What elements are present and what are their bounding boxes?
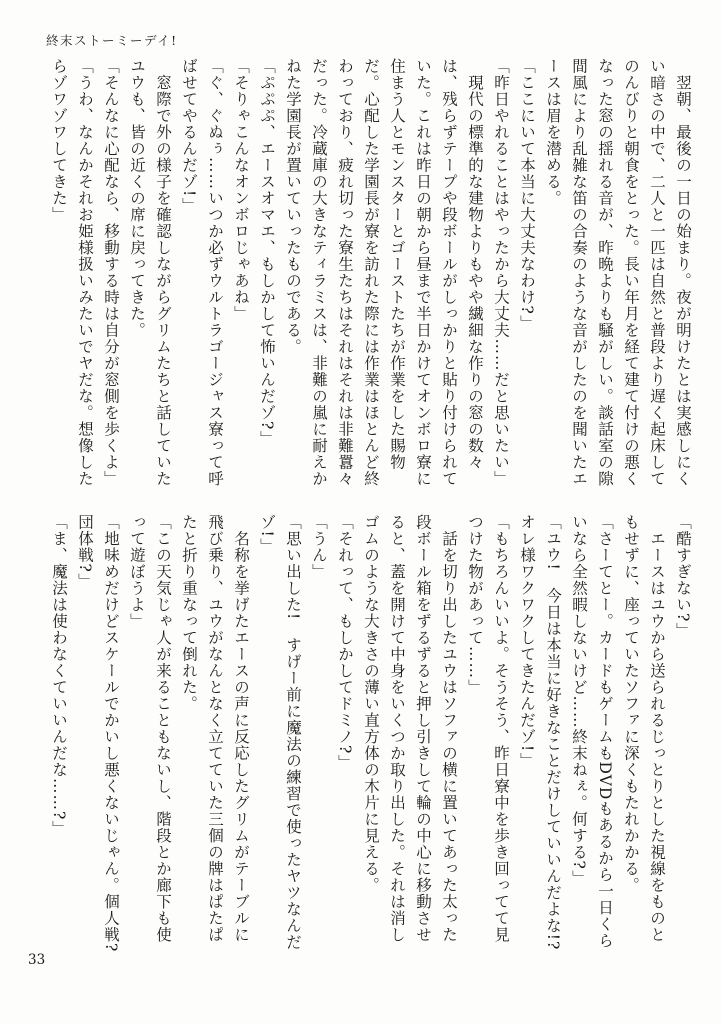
paragraph: 「ま、魔法は使わなくていいんだな……?」	[50, 514, 68, 837]
paragraph: 「ユウ! 今日は本当に好きなことだけしていいんだよな!? オレ様ワクワクしてきたんだゾ!」	[518, 514, 562, 967]
paragraph: 「さーてとー。カードもゲームもDVDもあるから一日くらいなら全然暇しないけど……終末ねぇ。何する?」	[570, 514, 614, 949]
paragraph: 「うん」	[310, 514, 328, 580]
paragraph: 「酷すぎない?」	[674, 514, 692, 639]
paragraph: 「もちろんいいよ。そうそう、昨日寮中を歩き回ってて見つけた物があって……」	[466, 514, 510, 943]
paragraph: 窓際で外の様子を確認しながらグリムたちと話していたユウも、皆の近くの席に戻ってきた。	[128, 58, 172, 487]
paragraph: 「昨日やれることはやったから大丈夫……だと思いたい」	[492, 58, 510, 487]
paragraph: 「うわ、なんかそれお姫様扱いみたいでヤだな。想像したらゾワゾワしてきた」	[50, 58, 94, 487]
paragraph: 「ここにいて本当に大丈夫なわけ?」	[518, 58, 536, 332]
paragraph: 翌朝、最後の一日の始まり。夜が明けたとは実感しにくい暗さの中で、二人と一匹は自然と普段より遅く起床してのんびりと朝食をとった。長い年月を経て建て付けの悪くなった窓の揺れる音が、昨晩よりも騒がしい。談話室の隙間風により乱雑な笛の合奏のような音がしたのを聞いたエースは眉を潜める。	[544, 58, 692, 487]
page-number: 33	[28, 952, 46, 968]
paragraph: 「ぷぷぷ、エースオマエ、もしかして怖いんだゾ?」	[258, 58, 276, 447]
text-block-top	[30, 58, 696, 490]
paragraph: 「この天気じゃ人が来ることもないし、階段とか廊下も使って遊ぼうよ」	[128, 514, 172, 943]
paragraph: 「それって、もしかしてドミノ?」	[336, 514, 354, 771]
paragraph: 「そりゃこんなオンボロじゃあね」	[232, 58, 250, 322]
paragraph: 「そんなに心配なら、移動する時は自分が窓側を歩くよ」	[102, 58, 120, 487]
paragraph: 現代の標準的な建物よりもやや繊細な作りの窓の数々は、残らずテープや段ボールがしっかりと貼り付けられていた。これは昨日の朝から昼まで半日かけてオンボロ寮に住まう人とモンスターとゴーストたちが作業をした賜物だ。心配した学園長が寮を訪れた際には作業はほとんど終わっており、疲れ切った寮生たちはそれはそれは非難囂々だった。冷蔵庫の大きなティラミスは、非難の嵐に耐えかねた学園長が置いていったものである。	[284, 58, 484, 487]
paragraph: 「思い出した! すげー前に魔法の練習で使ったヤツなんだゾ!」	[258, 514, 302, 951]
paragraph: 「ぐ、ぐぬぅ……いつか必ずウルトラゴージャス寮って呼ばせてやるんだゾ!」	[180, 58, 224, 487]
running-title: 終末ストーミーデイ!	[46, 33, 178, 48]
paragraph: エースはユウから送られるじっとりとした視線をものともせずに、座っていたソファに深くもたれかかる。	[622, 514, 666, 943]
paragraph: 名称を挙げたエースの声に反応したグリムがテーブルに飛び乗り、ユウがなんとなく立てていた三個の牌はぱたぱたと折り重なって倒れた。	[180, 514, 250, 943]
paragraph: 「地味めだけどスケールでかいし悪くないじゃん。個人戦? 団体戦?」	[76, 514, 120, 969]
paragraph: 話を切り出したユウはソファの横に置いてあった太った段ボール箱をずるずると押し引きして輪の中心に移動させると、蓋を開けて中身をいくつか取り出した。それは消しゴムのような大きさの薄い直方体の木片に見える。	[362, 514, 458, 943]
